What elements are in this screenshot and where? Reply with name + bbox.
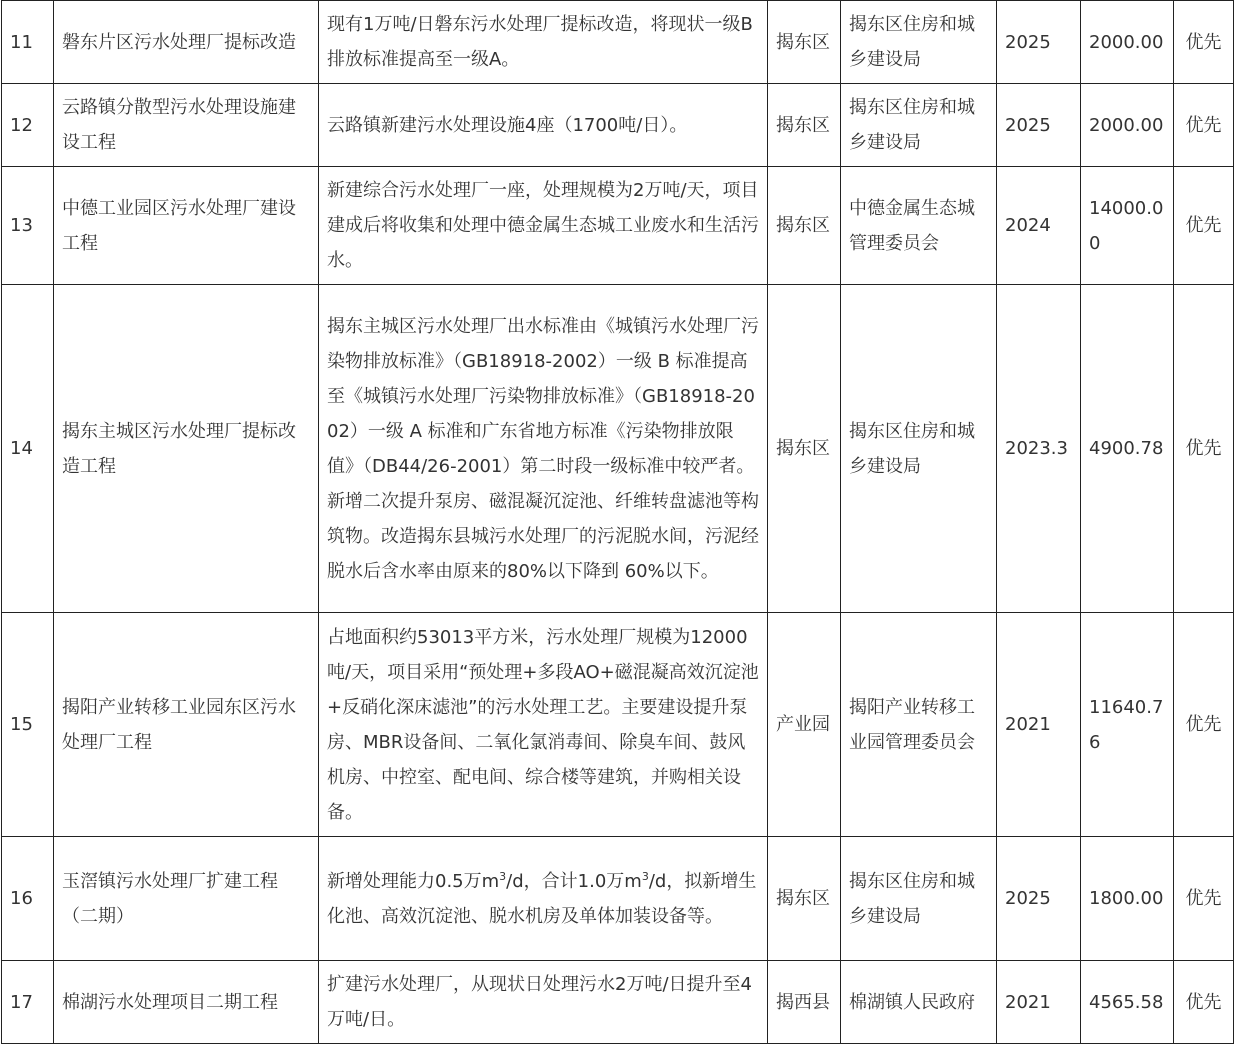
- cell-year: 2025: [997, 1, 1081, 84]
- content-part: /d，拟新增生化池、高效沉淀池、脱水机房及单体加装设备等。: [327, 870, 757, 927]
- superscript-3: 3: [499, 869, 507, 883]
- cell-content: 揭东主城区污水处理厂出水标准由《城镇污水处理厂污染物排放标准》（GB18918-2002）一级 B 标准提高至《城镇污水处理厂污染物排放标准》（GB18918-2002）一级 A 标准和广东省地方标准《污染物排放限值》（DB44/26-2001）第二时段一级标准中较严者。新增二次提升泵房、磁混凝沉淀池、纤维转盘滤池等构筑物。改造揭东县城污水处理厂的污泥脱水间，污泥经脱水后含水率由原来的80%以下降到 60%以下。: [319, 285, 768, 613]
- cell-no: 17: [2, 961, 54, 1044]
- cell-owner: 揭东区住房和城乡建设局: [841, 285, 997, 613]
- cell-priority: 优先: [1174, 167, 1234, 285]
- cell-priority: 优先: [1174, 285, 1234, 613]
- cell-owner: 揭东区住房和城乡建设局: [841, 1, 997, 84]
- cell-no: 14: [2, 285, 54, 613]
- cell-year: 2025: [997, 84, 1081, 167]
- cell-priority: 优先: [1174, 961, 1234, 1044]
- table-row: [2, 613, 1234, 837]
- content-part: /d，合计1.0万m: [506, 870, 642, 892]
- cell-content: 现有1万吨/日磐东污水处理厂提标改造，将现状一级B排放标准提高至一级A。: [319, 1, 768, 84]
- cell-content: 云路镇新建污水处理设施4座（1700吨/日）。: [319, 84, 768, 167]
- cell-content: [319, 837, 768, 961]
- cell-investment: 2000.00: [1081, 1, 1174, 84]
- cell-priority: 优先: [1174, 613, 1234, 837]
- cell-owner: 中德金属生态城管理委员会: [841, 167, 997, 285]
- cell-name: 揭阳产业转移工业园东区污水处理厂工程: [54, 613, 319, 837]
- cell-year: 2021: [997, 613, 1081, 837]
- superscript-3: 3: [641, 869, 649, 883]
- cell-year: 2025: [997, 837, 1081, 961]
- cell-region: 揭东区: [768, 1, 841, 84]
- cell-no: 15: [2, 613, 54, 837]
- cell-region: 揭西县: [768, 961, 841, 1044]
- cell-investment: 4900.78: [1081, 285, 1174, 613]
- cell-investment: 1800.00: [1081, 837, 1174, 961]
- table-row: [2, 837, 1234, 961]
- cell-investment: 11640.76: [1081, 613, 1174, 837]
- cell-year: 2024: [997, 167, 1081, 285]
- cell-owner: 揭东区住房和城乡建设局: [841, 84, 997, 167]
- cell-owner: 揭东区住房和城乡建设局: [841, 837, 997, 961]
- cell-content: 新建综合污水处理厂一座，处理规模为2万吨/天，项目建成后将收集和处理中德金属生态城工业废水和生活污水。: [319, 167, 768, 285]
- cell-name: 云路镇分散型污水处理设施建设工程: [54, 84, 319, 167]
- cell-name: 玉滘镇污水处理厂扩建工程（二期）: [54, 837, 319, 961]
- cell-priority: 优先: [1174, 837, 1234, 961]
- table-row: [2, 167, 1234, 285]
- cell-region: 产业园: [768, 613, 841, 837]
- project-table: [1, 0, 1234, 1044]
- table-row: [2, 961, 1234, 1044]
- cell-no: 16: [2, 837, 54, 961]
- table-row: [2, 285, 1234, 613]
- cell-owner: 揭阳产业转移工业园管理委员会: [841, 613, 997, 837]
- cell-name: 中德工业园区污水处理厂建设工程: [54, 167, 319, 285]
- cell-region: 揭东区: [768, 285, 841, 613]
- cell-priority: 优先: [1174, 1, 1234, 84]
- cell-year: 2023.3: [997, 285, 1081, 613]
- cell-investment: 2000.00: [1081, 84, 1174, 167]
- cell-no: 11: [2, 1, 54, 84]
- cell-name: 棉湖污水处理项目二期工程: [54, 961, 319, 1044]
- cell-region: 揭东区: [768, 837, 841, 961]
- cell-region: 揭东区: [768, 167, 841, 285]
- cell-investment: 4565.58: [1081, 961, 1174, 1044]
- cell-year: 2021: [997, 961, 1081, 1044]
- table-row: [2, 84, 1234, 167]
- cell-name: 揭东主城区污水处理厂提标改造工程: [54, 285, 319, 613]
- cell-content: 占地面积约53013平方米，污水处理厂规模为12000吨/天，项目采用“预处理+多段AO+磁混凝高效沉淀池+反硝化深床滤池”的污水处理工艺。主要建设提升泵房、MBR设备间、二氧化氯消毒间、除臭车间、鼓风机房、中控室、配电间、综合楼等建筑，并购相关设备。: [319, 613, 768, 837]
- cell-investment: 14000.00: [1081, 167, 1174, 285]
- cell-no: 13: [2, 167, 54, 285]
- cell-no: 12: [2, 84, 54, 167]
- cell-region: 揭东区: [768, 84, 841, 167]
- cell-owner: 棉湖镇人民政府: [841, 961, 997, 1044]
- cell-name: 磐东片区污水处理厂提标改造: [54, 1, 319, 84]
- cell-priority: 优先: [1174, 84, 1234, 167]
- cell-content: 扩建污水处理厂，从现状日处理污水2万吨/日提升至4万吨/日。: [319, 961, 768, 1044]
- table-row: [2, 1, 1234, 84]
- content-part: 新增处理能力0.5万m: [327, 870, 500, 892]
